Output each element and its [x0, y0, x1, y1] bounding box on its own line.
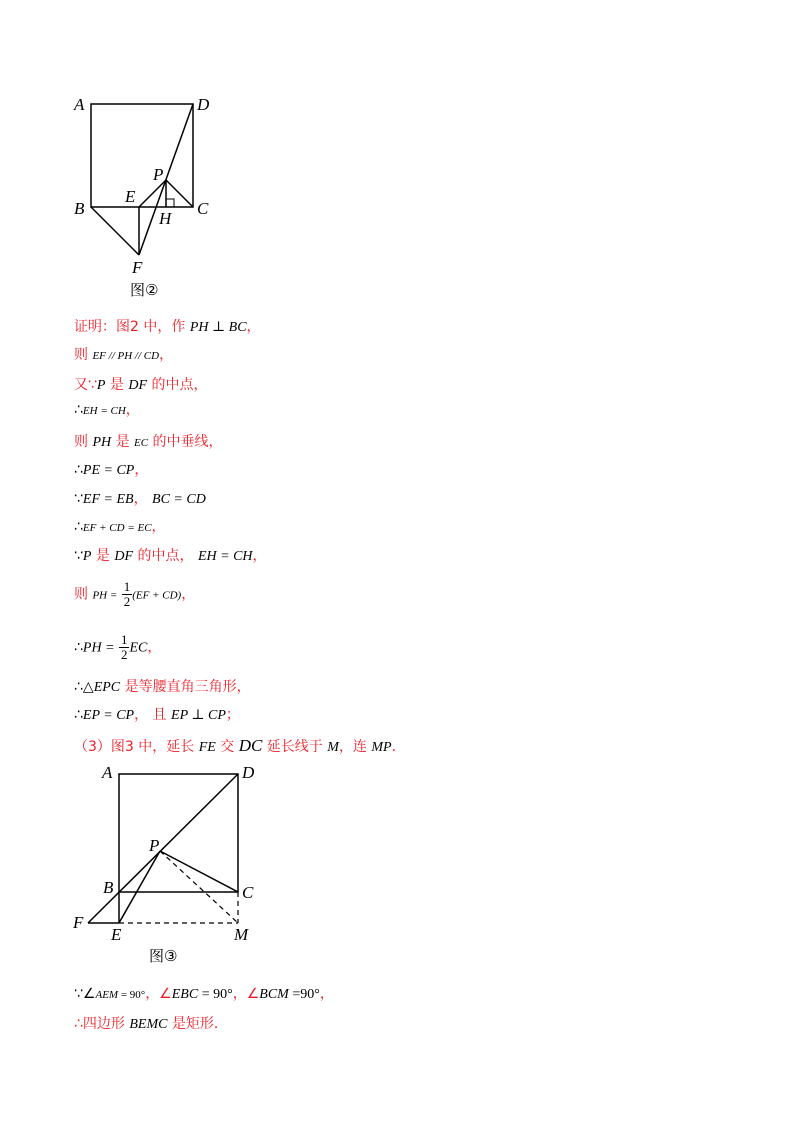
- proof-line-5: 则 PH 是 EC 的中垂线，: [74, 434, 223, 450]
- label-b: B: [74, 199, 85, 218]
- proof-line-4: ∴EH = CH，: [74, 402, 140, 418]
- figure-2-caption: 图②: [130, 281, 159, 299]
- label-d: D: [197, 95, 210, 114]
- label-p: P: [153, 165, 164, 184]
- proof-line-8: ∴EF + CD = EC，: [74, 519, 166, 535]
- label-a: A: [74, 95, 85, 114]
- label-e: E: [111, 925, 122, 944]
- proof-line-16: ∴四边形 BEMC 是矩形．: [74, 1016, 228, 1032]
- label-b: B: [103, 878, 114, 897]
- fraction-half: $\frac{1}{2}$: [120, 632, 128, 662]
- proof-line-9: ∵P 是 DF 的中点， EH = CH，: [74, 548, 267, 564]
- label-c: C: [197, 199, 209, 218]
- proof-line-12: ∴△EPC 是等腰直角三角形，: [74, 679, 251, 695]
- proof-line-14: （3）图3 中，延长 FE 交 DC 延长线于 M，连 MP．: [74, 736, 406, 755]
- figure-3-caption: 图③: [149, 947, 178, 965]
- proof-line-1: 证明：图2 中，作 PH ⊥ BC，: [74, 319, 261, 335]
- label-f: F: [73, 913, 84, 932]
- segment-df: [88, 774, 238, 923]
- proof-line-10: 则 PH = $\frac{1}{2}$ (EF + CD)，: [74, 579, 196, 609]
- proof-line-15: ∵∠AEM = 90°，∠EBC = 90°，∠BCM =90°，: [74, 986, 334, 1002]
- label-a: A: [102, 763, 113, 782]
- label-e: E: [125, 187, 136, 206]
- proof-line-7: ∵EF = EB， BC = CD: [74, 491, 206, 507]
- proof-line-11: ∴PH = $\frac{1}{2}$ EC，: [74, 632, 162, 662]
- segment-pc: [160, 851, 238, 892]
- proof-line-13: ∴EP = CP， 且 EP ⊥ CP；: [74, 707, 240, 723]
- label-f: F: [132, 258, 143, 277]
- proof-line-2: 则 EF // PH // CD，: [74, 347, 174, 363]
- label-p: P: [149, 836, 160, 855]
- proof-line-6: ∴PE = CP，: [74, 462, 149, 478]
- segment-pm-dashed: [160, 851, 238, 923]
- label-m: M: [234, 925, 249, 944]
- fraction-half: $\frac{1}{2}$: [123, 579, 131, 609]
- proof-line-3: 又∵P 是 DF 的中点，: [74, 377, 208, 393]
- label-h: H: [159, 209, 172, 228]
- label-d: D: [242, 763, 255, 782]
- label-c: C: [242, 883, 254, 902]
